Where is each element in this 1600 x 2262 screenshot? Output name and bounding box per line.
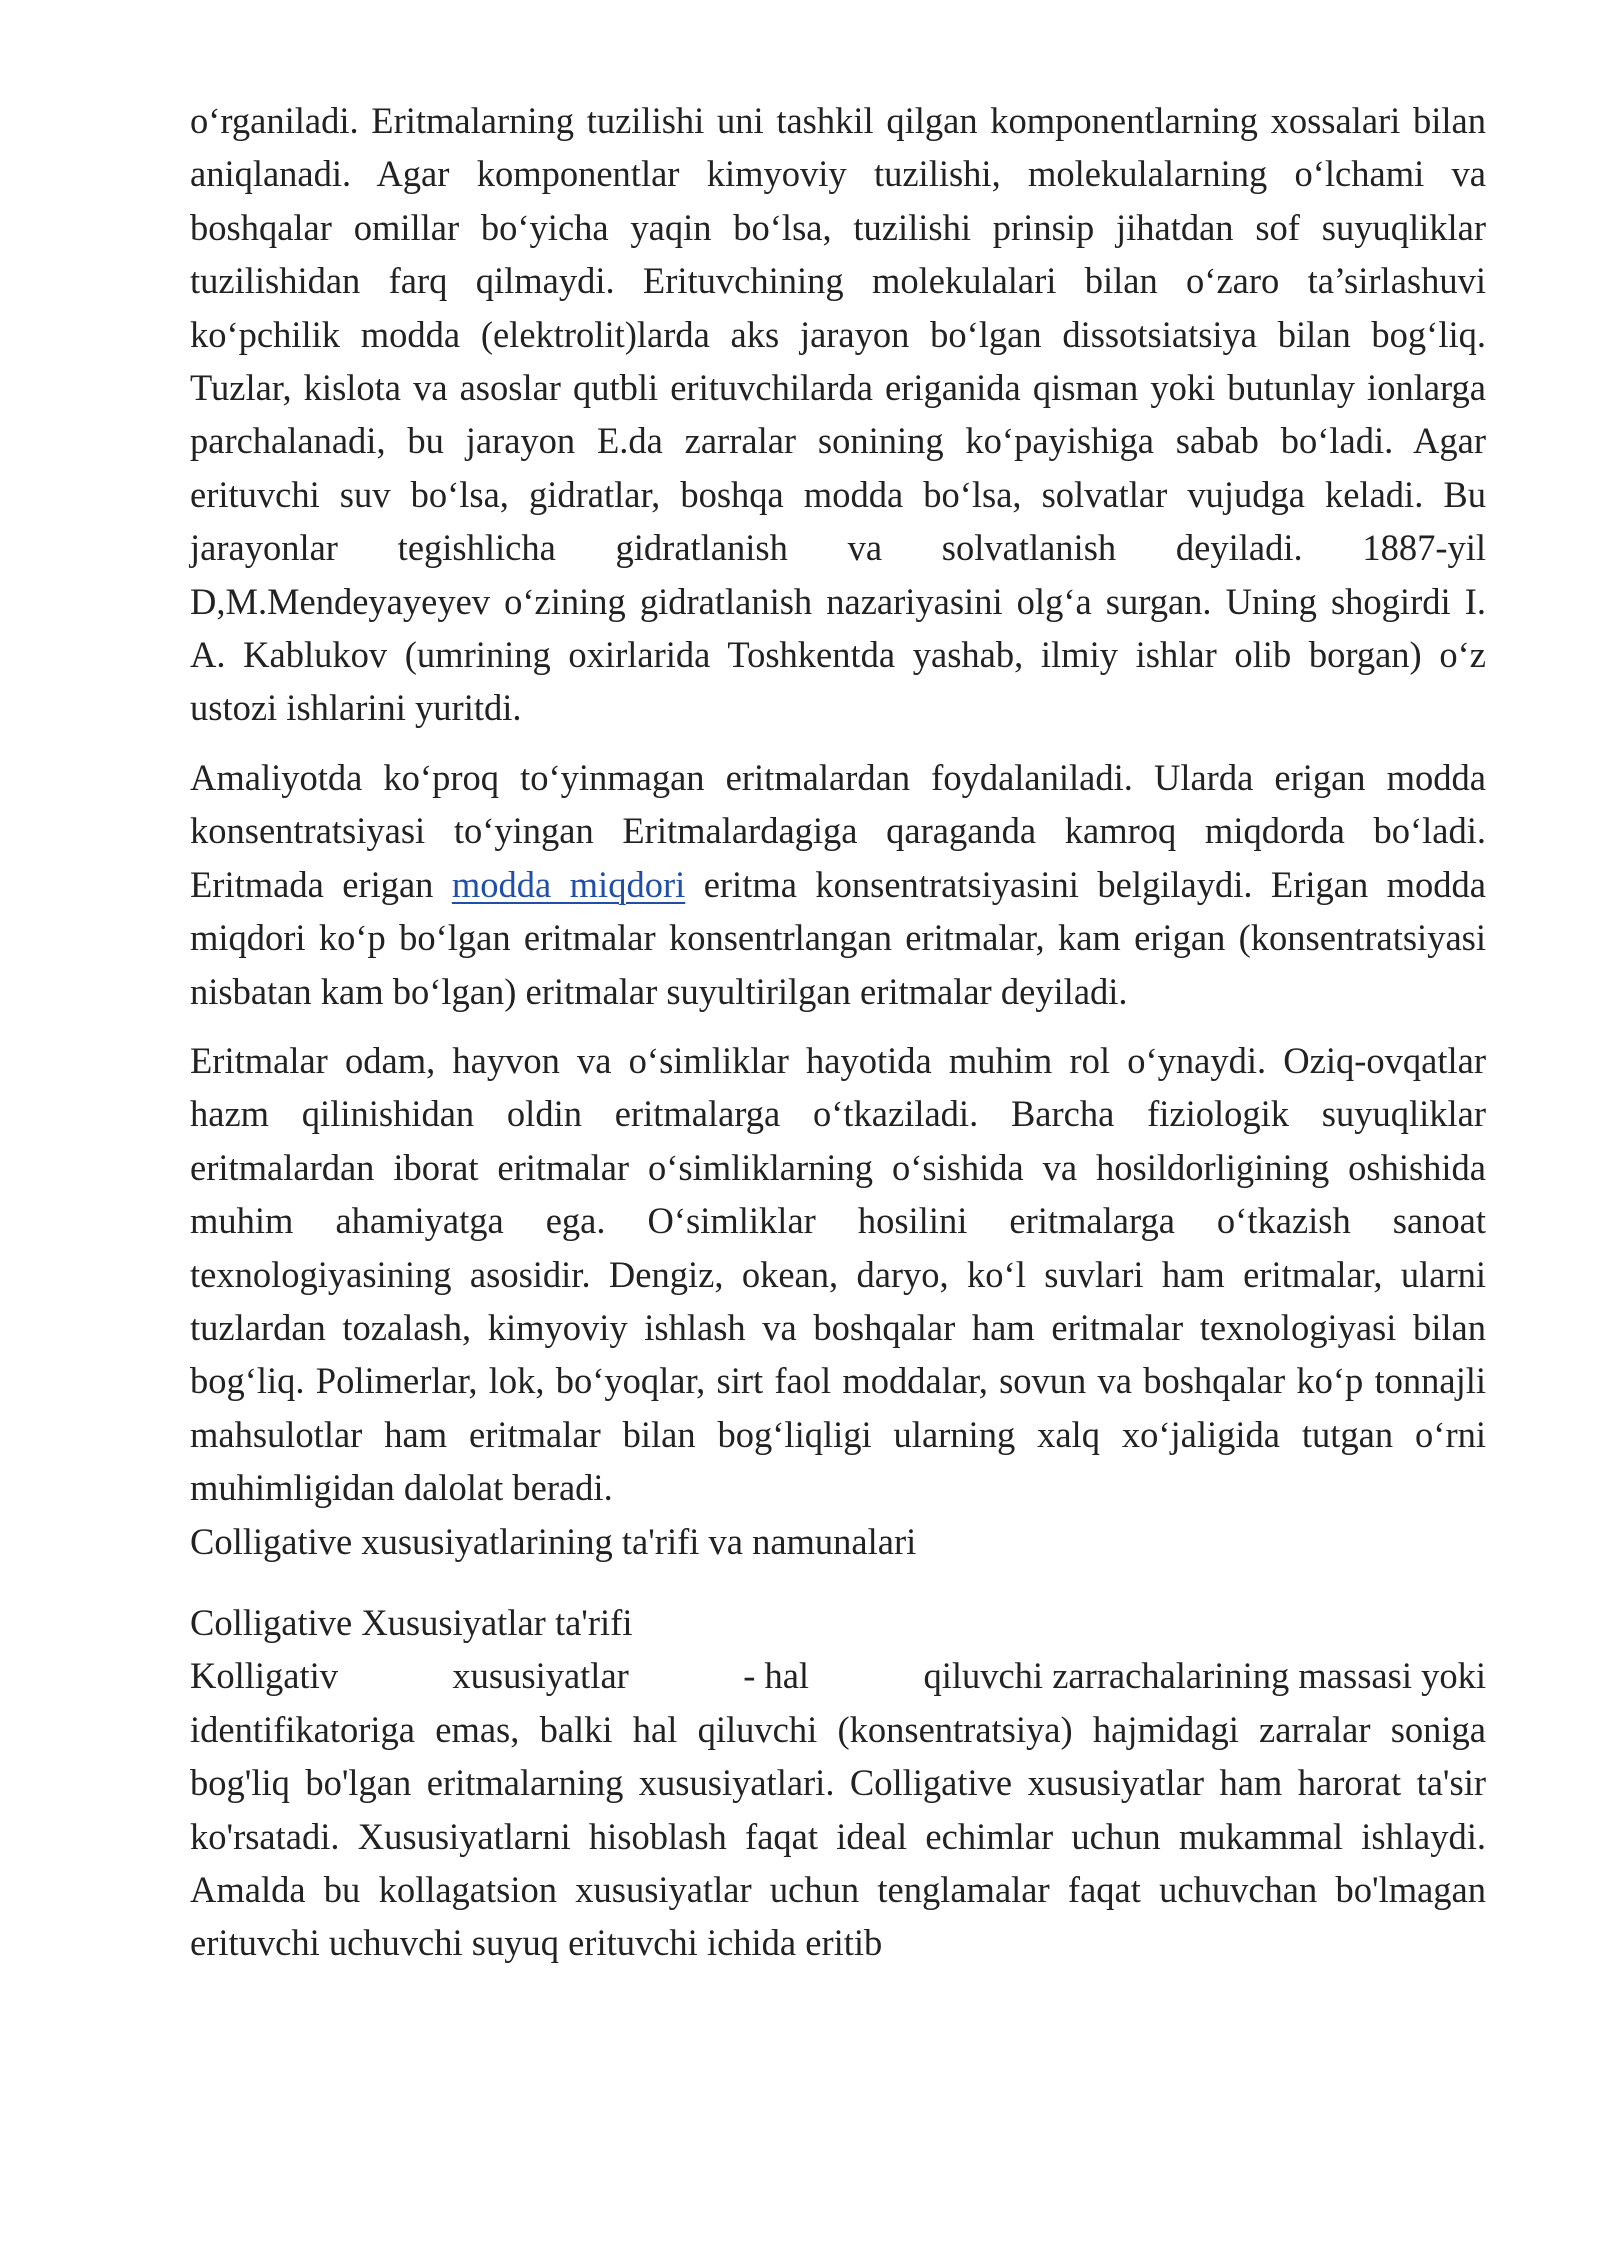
paragraph-text-after-link: eritma konsentratsiyasini belgilaydi. Erigan modda miqdori ko‘p bo‘lgan eritmalar konsentrlangan eritmalar, kam erigan (konsentratsiyasi nisbatan kam bo‘lgan) eritmalar suyultirilgan eritmalar deyiladi. — [190, 863, 1487, 1012]
document-page — [190, 94, 1486, 1970]
paragraph-colligative-properties — [190, 1649, 1486, 1969]
paragraph-text-before-link: Amaliyotda ko‘proq to‘yinmagan eritmalardan foydalaniladi. Ularda erigan modda konsentratsiyasi to‘yingan Eritmalardagiga qaraganda kamroq miqdorda bo‘ladi. Eritmada erigan — [190, 756, 1486, 905]
heading-colligative-definition: Colligative Xususiyatlar ta'rifi — [190, 1601, 633, 1643]
paragraph-first-line — [190, 1649, 1486, 1702]
word-xususiyatlar: xususiyatlar — [452, 1655, 629, 1697]
word-kolligativ: Kolligativ — [190, 1655, 339, 1697]
paragraph-role-of-solutions: Eritmalar odam, hayvon va o‘simliklar hayotida muhim rol o‘ynaydi. Oziq-ovqatlar hazm qilinishidan oldin eritmalarga o‘tkaziladi. Barcha fiziologik suyuqliklar eritmalardan iborat eritmalar o‘simliklarning o‘sishida va hosildorligining oshishida muhim ahamiyatga ega. O‘simliklar hosilini eritmalarga o‘tkazish sanoat texnologiyasining asosidir. Dengiz, okean, daryo, ko‘l suvlari ham eritmalar, ularni tuzlardan tozalash, kimyoviy ishlash va boshqalar ham eritmalar texnologiyasi bilan bog‘liq. Polimerlar, lok, bo‘yoqlar, sirt faol moddalar, sovun va boshqalar ko‘p tonnajli mahsulotlar ham eritmalar bilan bog‘liqligi ularning xalq xo‘jaligida tutgan o‘rni muhimligidan dalolat beradi. — [190, 1039, 1486, 1509]
paragraph-colligative-rest: identifikatoriga emas, balki hal qiluvchi (konsentratsiya) hajmidagi zarralar soniga bog'liq bo'lgan eritmalarning xususiyatlari. Colligative xususiyatlar ham harorat ta'sir ko'rsatadi. Xususiyatlarni hisoblash faqat ideal echimlar uchun mukammal ishlaydi. Amalda bu kollagatsion xususiyatlar uchun tenglamalar faqat uchuvchan bo'lmagan erituvchi uchuvchi suyuq erituvchi ichida eritib — [190, 1708, 1486, 1964]
link-modda-miqdori[interactable]: modda miqdori — [451, 863, 686, 905]
paragraph-structure-of-solutions: o‘rganiladi. Eritmalarning tuzilishi uni tashkil qilgan komponentlarning xossalari bilan aniqlanadi. Agar komponentlar kimyoviy tuzilishi, molekulalarning o‘lchami va boshqalar omillar bo‘yicha yaqin bo‘lsa, tuzilishi prinsip jihatdan sof suyuqliklar tuzilishidan farq qilmaydi. Erituvchining molekulalari bilan o‘zaro ta’sirlashuvi ko‘pchilik modda (elektrolit)larda aks jarayon bo‘lgan dissotsiatsiya bilan bog‘liq. Tuzlar, kislota va asoslar qutbli erituvchilarda eriganida qisman yoki butunlay ionlarga parchalanadi, bu jarayon E.da zarralar sonining ko‘payishiga sabab bo‘ladi. Agar erituvchi suv bo‘lsa, gidratlar, boshqa modda bo‘lsa, solvatlar vujudga keladi. Bu jarayonlar tegishlicha gidratlanish va solvatlanish deyiladi. 1887-yil D,M.Mendeyayeyev o‘zining gidratlanish nazariyasini olg‘a surgan. Uning shogirdi I. A. Kablukov (umrining oxirlarida Toshkentda yashab, ilmiy ishlar olib borgan) o‘z ustozi ishlarini yuritdi. — [190, 100, 1486, 729]
paragraph-unsaturated-solutions — [190, 751, 1486, 1018]
line-remainder: qiluvchi zarrachalarining massasi yoki — [923, 1655, 1486, 1697]
word-hal: - hal — [743, 1655, 810, 1697]
heading-colligative-definition-and-examples: Colligative xususiyatlarining ta'rifi va namunalari — [190, 1520, 917, 1562]
